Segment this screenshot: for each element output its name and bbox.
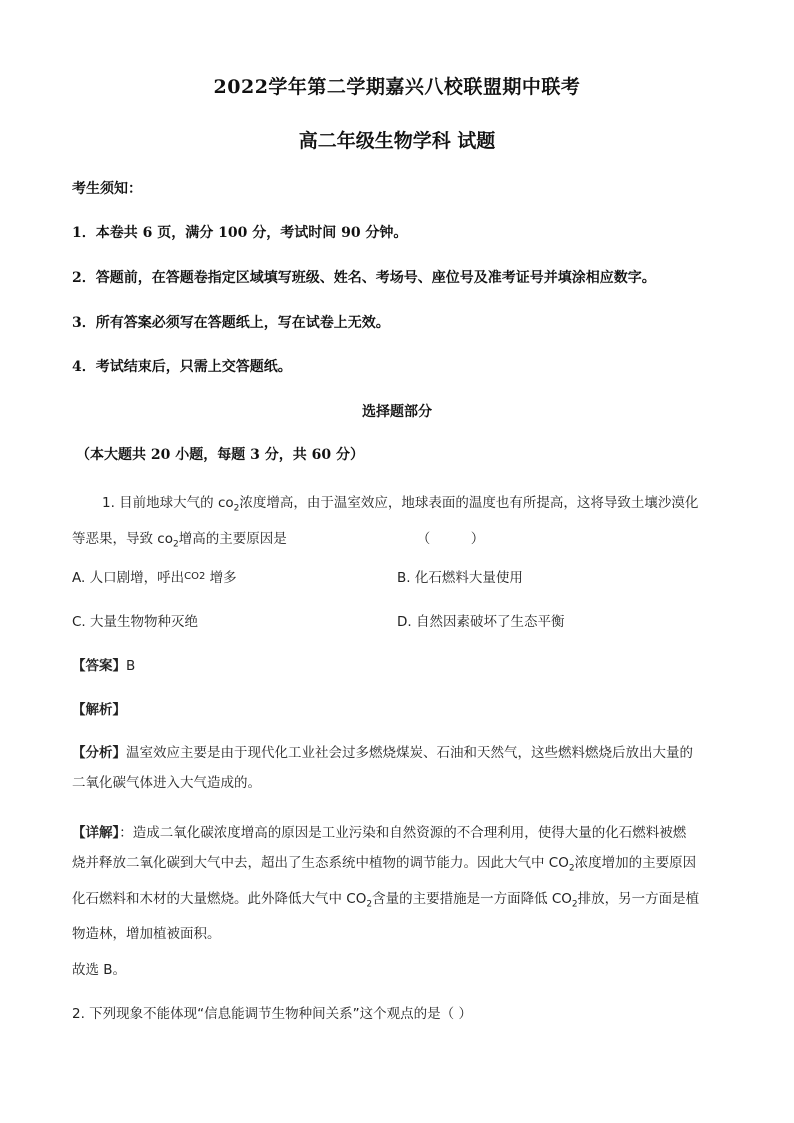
answer-line <box>72 654 135 674</box>
option-b: B. 化石燃料大量使用 <box>397 570 523 586</box>
option-a: A. 人口剧增，呼出$^{CO2}$ 增多 <box>72 570 237 586</box>
exam-subtitle: 高二年级生物学科 试题 <box>298 130 496 152</box>
question-1-line-2: 等恶果，导致 $co_2$增高的主要原因是 （ ） <box>72 524 732 560</box>
fenxi-tag: 【分析】 <box>72 745 126 761</box>
option-c: C. 大量生物物种灭绝 <box>72 614 199 630</box>
section-title: 选择题部分 <box>362 404 432 420</box>
notice-item-2: 2．答题前，在答题卷指定区域填写班级、姓名、考场号、座位号及准考证号并填涂相应数字。 <box>72 270 656 286</box>
section-subtitle: （本大题共 20 小题，每题 3 分，共 60 分） <box>76 447 364 463</box>
notice-heading: 考生须知： <box>72 181 142 197</box>
answer-blank: （ ） <box>416 530 485 547</box>
notice-item-4: 4．考试结束后，只需上交答题纸。 <box>72 359 292 375</box>
co2-label: CO2 <box>184 571 206 582</box>
option-d: D. 自然因素破坏了生态平衡 <box>397 614 565 630</box>
answer-tag: 【答案】 <box>72 658 126 674</box>
fenxi-paragraph: 【分析】温室效应主要是由于现代化工业社会过多燃烧煤炭、石油和天然气，这些燃料燃烧后放出大量的 二氧化碳气体进入大气造成的。 <box>72 745 693 791</box>
xiangjie-paragraph: 【详解】：造成二氧化碳浓度增高的原因是工业污染和自然资源的不合理利用，使得大量的化石燃料被燃 烧并释放二氧化碳到大气中去，超出了生态系统中植物的调节能力。因此大气中 $CO_2$浓度增加的主要原因 化石燃料和木材的大量燃烧。此外降低大气中 $CO_2$含量的主要措施是一方面降低 $CO_2$排放，另一方面是植 物造林，增加植被面积。 <box>72 825 700 943</box>
conclusion: 故选 B。 <box>72 962 127 978</box>
answer-value: B <box>126 658 136 674</box>
exam-title: 2022学年第二学期嘉兴八校联盟期中联考 <box>213 76 581 98</box>
question-1-line-1: 1. 目前地球大气的 $co_2$浓度增高，由于温室效应，地球表面的温度也有所提高，这将导致土壤沙漠化 <box>102 495 699 514</box>
analysis-tag: 【解析】 <box>72 702 126 718</box>
xiangjie-tag: 【详解】 <box>72 825 120 841</box>
notice-item-3: 3．所有答案必须写在答题纸上，写在试卷上无效。 <box>72 315 390 331</box>
question-1-stem <box>72 488 732 559</box>
notice-item-1: 1．本卷共 6 页，满分 100 分，考试时间 90 分钟。 <box>72 225 408 241</box>
question-2-stem: 2. 下列现象不能体现“信息能调节生物种间关系”这个观点的是（ ） <box>72 1006 472 1022</box>
